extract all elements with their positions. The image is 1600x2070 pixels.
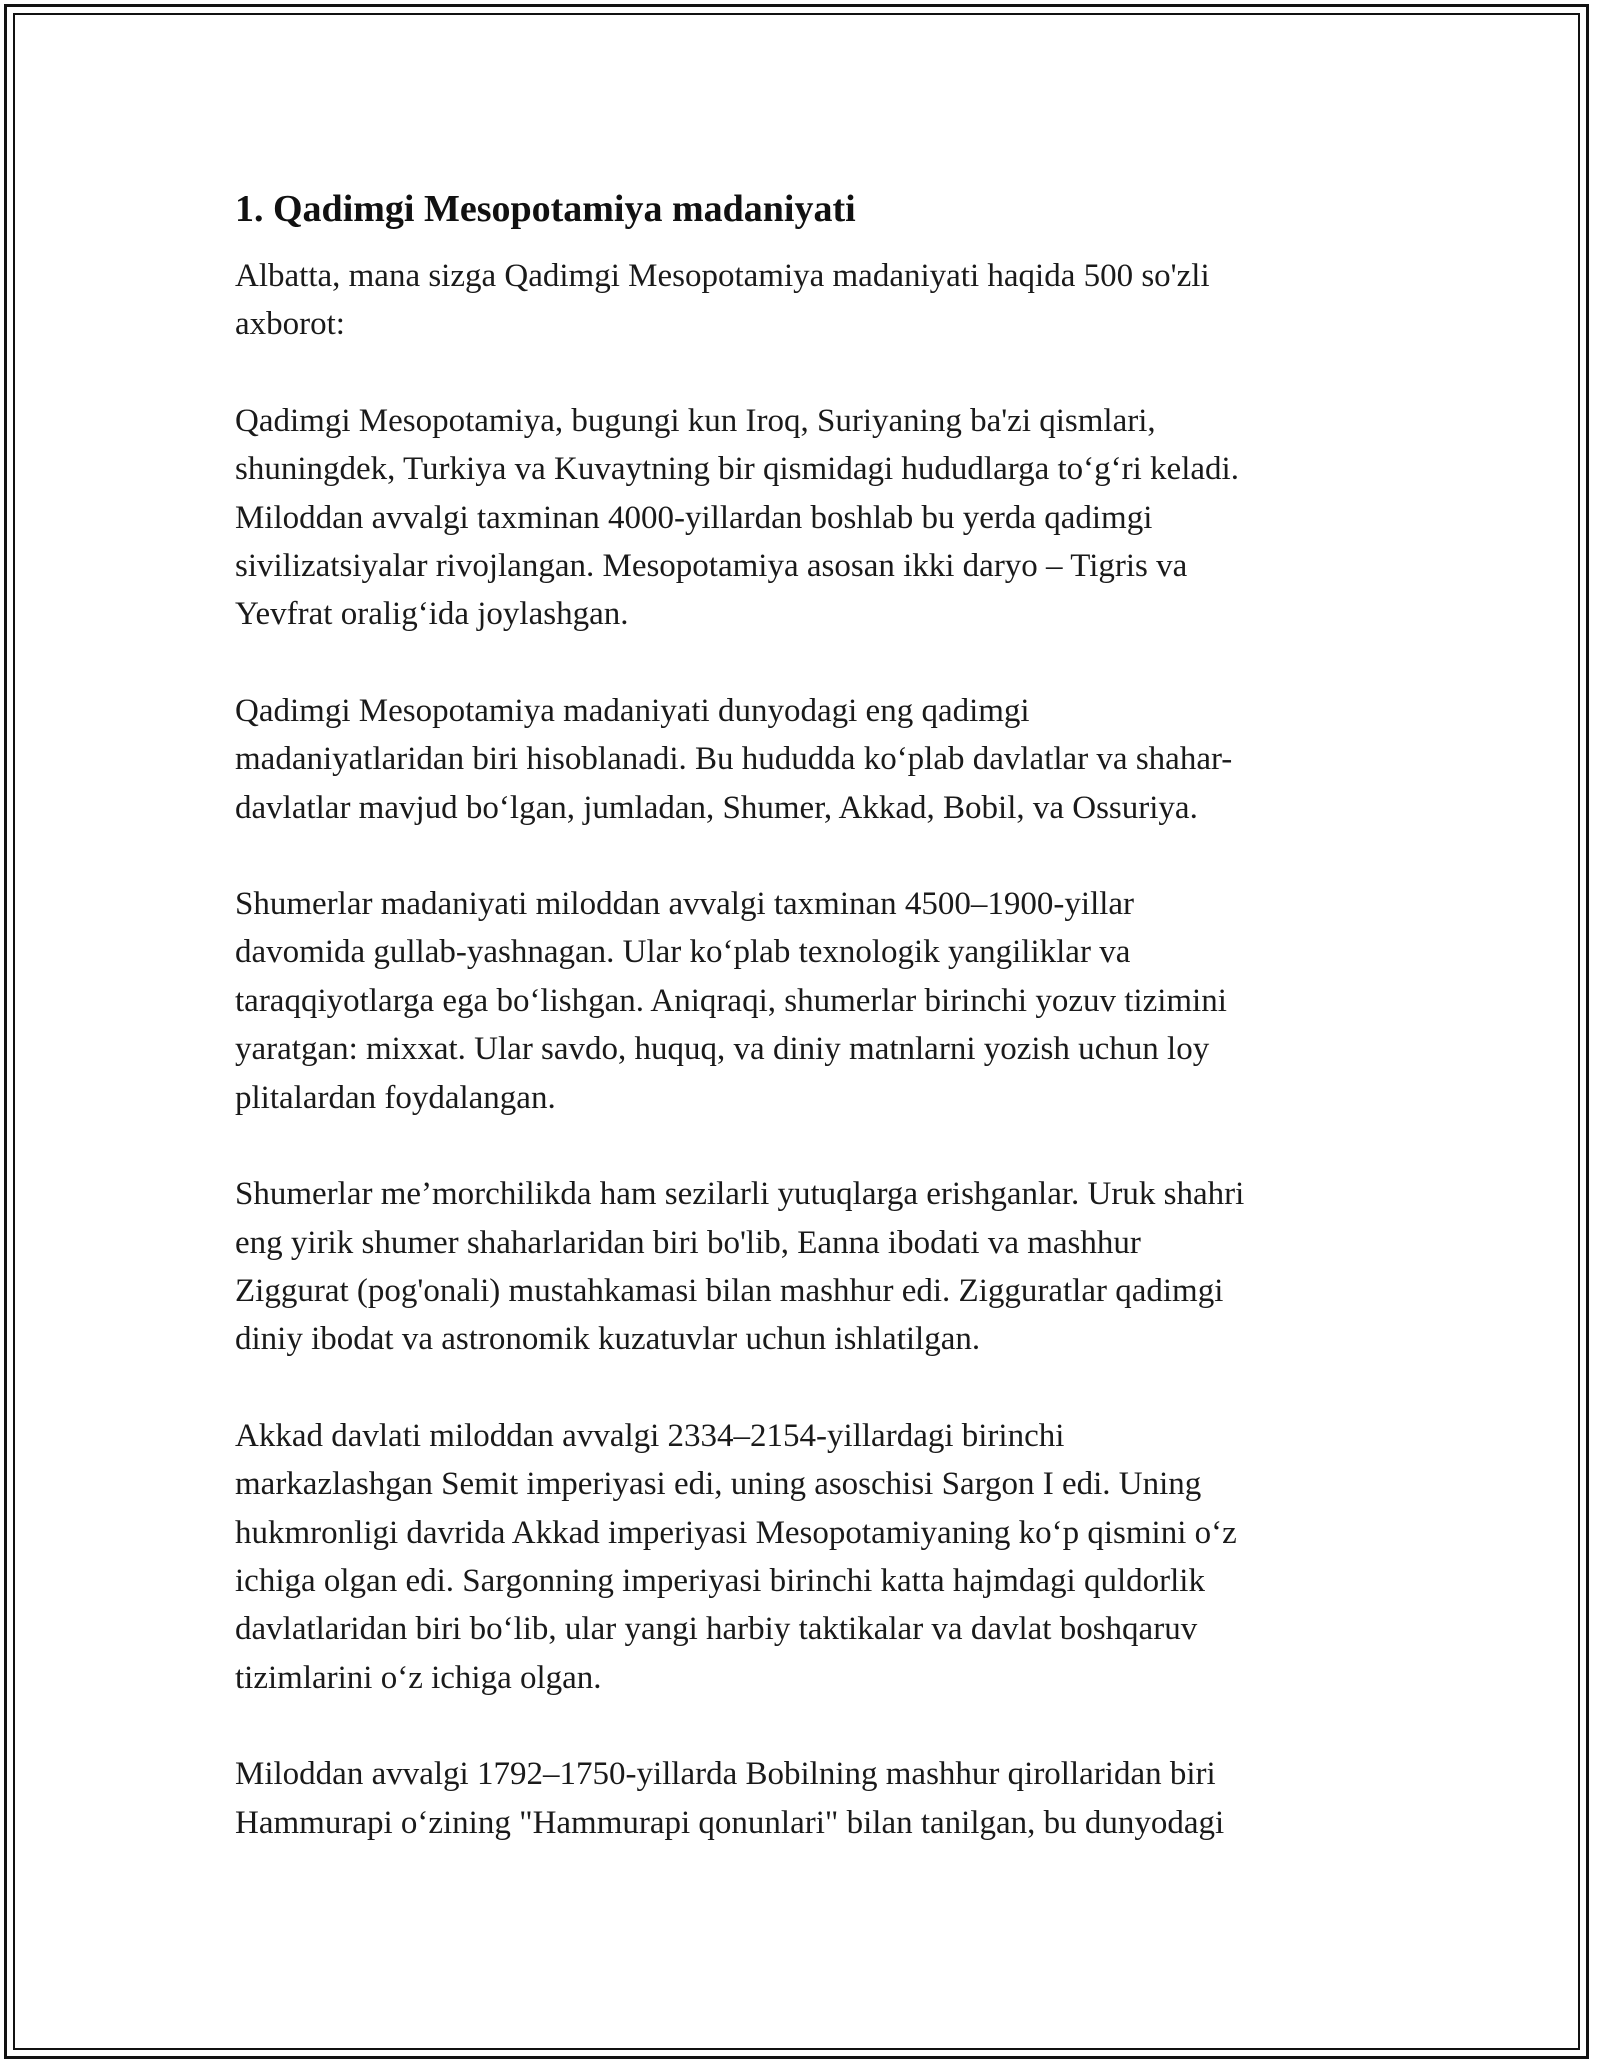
paragraph-states: Qadimgi Mesopotamiya madaniyati dunyodagi eng qadimgi madaniyatlaridan biri hisoblanadi. Bu hududda ko‘plab davlatlar va shahar- davlatlar mavjud bo‘lgan, jumladan, Shumer, Akkad, Bobil, va Ossuriya. bbox=[235, 692, 1233, 826]
paragraph-akkad: Akkad davlati miloddan avvalgi 2334–2154-yillardagi birinchi markazlashgan Semit imperiyasi edi, uning asoschisi Sargon I edi. Uning hukmronligi davrida Akkad imperiyasi Mesopotamiyaning ko‘p qismini o‘z ichiga olgan edi. Sargonning imperiyasi birinchi katta hajmdagi quldorlik davlatlaridan biri bo‘lib, ular yangi harbiy taktikalar va davlat boshqaruv tizimlarini o‘z ichiga olgan. bbox=[235, 1417, 1237, 1696]
paragraph-sumerians: Shumerlar madaniyati miloddan avvalgi taxminan 4500–1900-yillar davomida gullab-yashnagan. Ular ko‘plab texnologik yangiliklar va taraqqiyotlarga ega bo‘lishgan. Aniqraqi, shumerlar birinchi yozuv tizimini yaratgan: mixxat. Ular savdo, huquq, va diniy matnlarni yozish uchun loy plitalardan foydalangan. bbox=[235, 886, 1227, 1116]
section-heading: 1. Qadimgi Mesopotamiya madaniyati bbox=[235, 188, 856, 230]
paragraph-intro: Albatta, mana sizga Qadimgi Mesopotamiya madaniyati haqida 500 so'zli axborot: bbox=[235, 258, 1210, 343]
paragraph-architecture: Shumerlar me’morchilikda ham sezilarli yutuqlarga erishganlar. Uruk shahri eng yirik shumer shaharlaridan biri bo'lib, Eanna ibodati va mashhur Ziggurat (pog'onali) mustahkamasi bilan mashhur edi. Zigguratlar qadimgi diniy ibodat va astronomik kuzatuvlar uchun ishlatilgan. bbox=[235, 1176, 1245, 1358]
paragraph-geography: Qadimgi Mesopotamiya, bugungi kun Iroq, Suriyaning ba'zi qismlari, shuningdek, Turkiya va Kuvaytning bir qismidagi hududlarga to‘g‘ri keladi. Miloddan avvalgi taxminan 4000-yillardan boshlab bu yerda qadimgi sivilizatsiyalar rivojlangan. Mesopotamiya asosan ikki daryo – Tigris va Yevfrat oralig‘ida joylashgan. bbox=[235, 402, 1239, 633]
paragraph-babylon: Miloddan avvalgi 1792–1750-yillarda Bobilning mashhur qirollaridan biri Hammurapi o‘zining "Hammurapi qonunlari" bilan tanilgan, bu dunyodagi bbox=[235, 1756, 1225, 1841]
document-page bbox=[235, 186, 1375, 1895]
